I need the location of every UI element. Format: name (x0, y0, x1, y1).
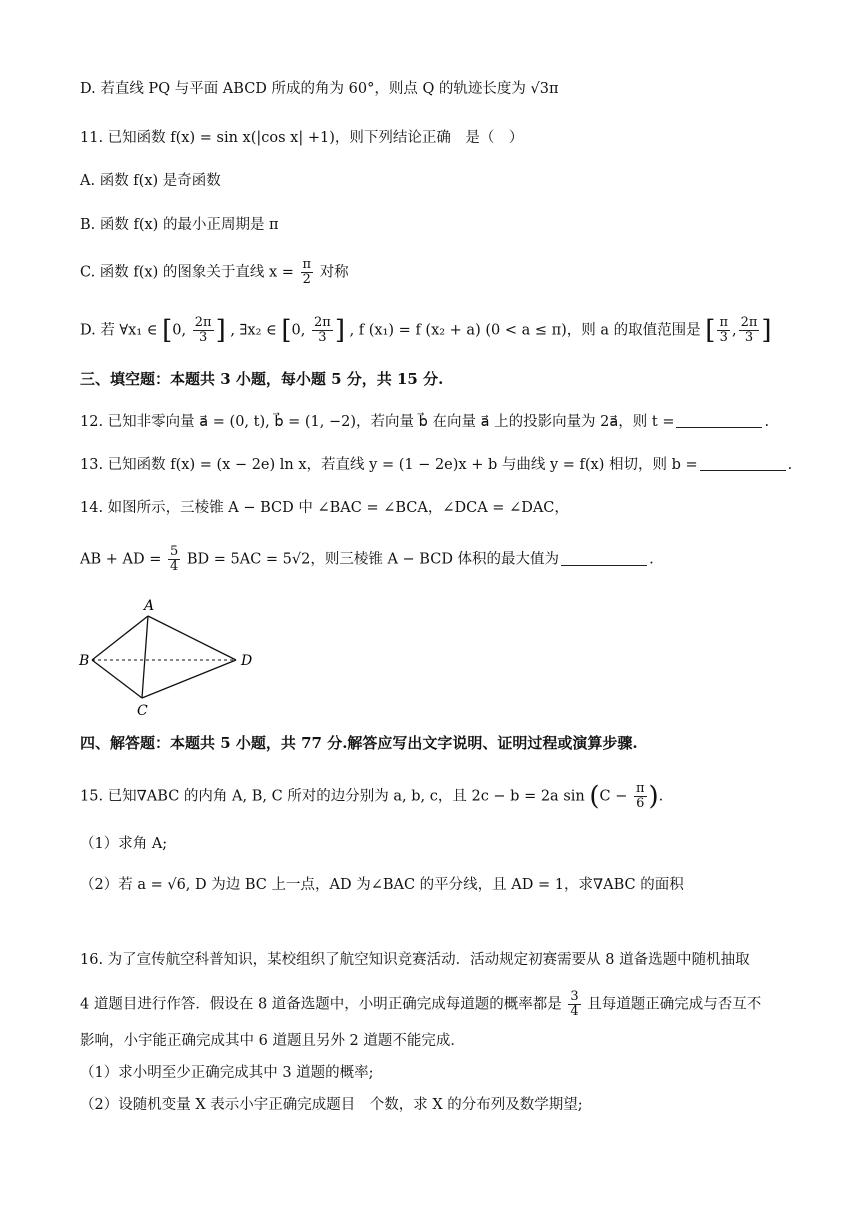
text: . (764, 414, 770, 430)
numerator: 5 (169, 544, 179, 559)
fraction (312, 316, 333, 345)
numerator: 3 (570, 989, 579, 1004)
text: C. 函数 f(x) 的图象关于直线 x = (80, 264, 294, 281)
q16-line-1 (80, 949, 828, 971)
text: 15. 已知∇ABC 的内角 A, B, C 所对的边分别为 a, b, c，且 2c − b = 2a sin (80, 788, 585, 805)
answer-blank (561, 551, 647, 566)
denominator: 6 (636, 796, 645, 811)
denominator: 3 (199, 330, 208, 345)
numerator: π (719, 315, 728, 330)
edge-ab (92, 616, 148, 660)
section-3-heading (80, 368, 828, 390)
q10-option-d (80, 78, 828, 100)
text: . (658, 788, 664, 805)
text: 13. 已知函数 f(x) = (x − 2e) ln x，若直线 y = (1 − 2e)x + b 与曲线 y = f(x) 相切，则 b = (80, 457, 698, 473)
q11-option-d: D. 若 ∀x₁ ∈ [0, $\frac{2\pi}{3}$ ] , ∃x₂ ∈ [0, $\frac{2\pi}{3}$ ] , f (x₁) = f (x₂ + a) (0 < a ≤ π)，则 a 的取值范围是 [ $\frac{\pi}{3}$ , $\frac{2\pi}{3}$ ] (80, 315, 772, 346)
fraction (168, 545, 180, 574)
bracket-open: [ (281, 315, 292, 346)
text: （1）求小明至少正确完成其中 3 道题的概率; (80, 1065, 374, 1081)
label-d: D (241, 653, 253, 669)
text: 影响，小宇能正确完成其中 6 道题且另外 2 道题不能完成． (80, 1033, 465, 1049)
numerator: 2π (194, 315, 212, 330)
q16-part-1 (80, 1062, 828, 1084)
label-a: A (144, 598, 155, 614)
fraction (717, 316, 730, 345)
denominator: 4 (570, 1004, 579, 1019)
edge-ad (148, 616, 236, 660)
fraction (634, 782, 647, 811)
denominator: 4 (169, 559, 179, 574)
text: 16. 为了宣传航空科普知识，某校组织了航空知识竞赛活动．活动规定初赛需要从 8 道备选题中随机抽取 (80, 952, 750, 968)
text: 对称 (319, 264, 349, 281)
tetrahedron-figure (76, 596, 266, 720)
q14-line-2 (80, 545, 828, 574)
text: 三、填空题：本题共 3 小题，每小题 5 分，共 15 分. (80, 370, 444, 388)
numerator: 2π (740, 315, 758, 330)
q11-option-a (80, 170, 828, 192)
label-b: B (79, 653, 90, 669)
text: 14. 如图所示，三棱锥 A − BCD 中 ∠BAC = ∠BCA，∠DCA = ∠DAC， (80, 500, 569, 516)
fraction (568, 990, 580, 1019)
text: （2）设随机变量 X 表示小宇正确完成题目 个数，求 X 的分布列及数学期望; (80, 1097, 583, 1113)
text: AB + AD = (80, 551, 162, 568)
q13 (80, 454, 828, 476)
text: 4 道题目进行作答．假设在 8 道备选题中，小明正确完成每道题的概率都是 (80, 996, 562, 1013)
q15-part-1 (80, 833, 828, 855)
numerator: π (302, 257, 312, 272)
label-c: C (137, 703, 148, 719)
text: A. 函数 f(x) 是奇函数 (80, 173, 221, 189)
edge-ac (142, 616, 148, 698)
text: D. 若直线 PQ 与平面 ABCD 所成的角为 60°，则点 Q 的轨迹长度为 √3π (80, 81, 559, 97)
text: B. 函数 f(x) 的最小正周期是 π (80, 217, 279, 233)
bracket-open: [ (705, 315, 716, 346)
paren-close: ) (648, 781, 659, 812)
q16-line-2 (80, 990, 828, 1019)
bracket-close: ] (334, 315, 345, 346)
q11-option-c (80, 258, 828, 287)
text: 0, (291, 322, 306, 339)
fraction (301, 258, 314, 287)
q16-part-2 (80, 1094, 828, 1116)
denominator: 3 (318, 330, 327, 345)
text: . (649, 551, 654, 568)
text: 0, (172, 322, 187, 339)
fraction (739, 316, 760, 345)
q15-part-2 (80, 874, 828, 896)
answer-blank (700, 456, 786, 471)
text: 11. 已知函数 f(x) = sin x(|cos x| +1)，则下列结论正确 是（ ） (80, 130, 524, 146)
bracket-open: [ (162, 315, 173, 346)
text: （1）求角 A; (80, 836, 168, 852)
text: 且每道题正确完成与否互不 (587, 996, 762, 1013)
q15-stem (80, 782, 828, 811)
text: , ∃x₂ ∈ (230, 322, 277, 339)
q16-line-3 (80, 1030, 828, 1052)
q11-stem (80, 127, 828, 149)
text: BD = 5AC = 5√2，则三棱锥 A − BCD 体积的最大值为 (186, 551, 560, 568)
numerator: 2π (313, 315, 331, 330)
denominator: 2 (302, 272, 311, 287)
text: C − (599, 788, 628, 805)
text: 12. 已知非零向量 a⃗ = (0, t), b⃗ = (1, −2)，若向量 b⃗ 在向量 a⃗ 上的投影向量为 2a⃗，则 t = (80, 414, 675, 430)
text: . (787, 457, 793, 473)
text: , f (x₁) = f (x₂ + a) (0 < a ≤ π)，则 a 的取值范围是 (349, 322, 701, 339)
bracket-close: ] (761, 315, 772, 346)
edge-cd (142, 660, 236, 698)
text: D. 若 ∀x₁ ∈ (80, 322, 158, 339)
denominator: 3 (719, 330, 728, 345)
q12 (80, 411, 828, 433)
text: 四、解答题：本题共 5 小题，共 77 分.解答应写出文字说明、证明过程或演算步骤. (80, 734, 638, 752)
numerator: π (635, 781, 645, 796)
q14-line-1 (80, 497, 828, 519)
section-4-heading (80, 732, 828, 754)
fraction (193, 316, 214, 345)
q11-option-b (80, 214, 828, 236)
denominator: 3 (744, 330, 754, 345)
text: （2）若 a = √6, D 为边 BC 上一点，AD 为∠BAC 的平分线，且 AD = 1，求∇ABC 的面积 (80, 877, 684, 893)
bracket-close: ] (215, 315, 226, 346)
edge-bc (92, 660, 142, 698)
paren-open: ( (589, 781, 600, 812)
answer-blank (676, 413, 762, 428)
